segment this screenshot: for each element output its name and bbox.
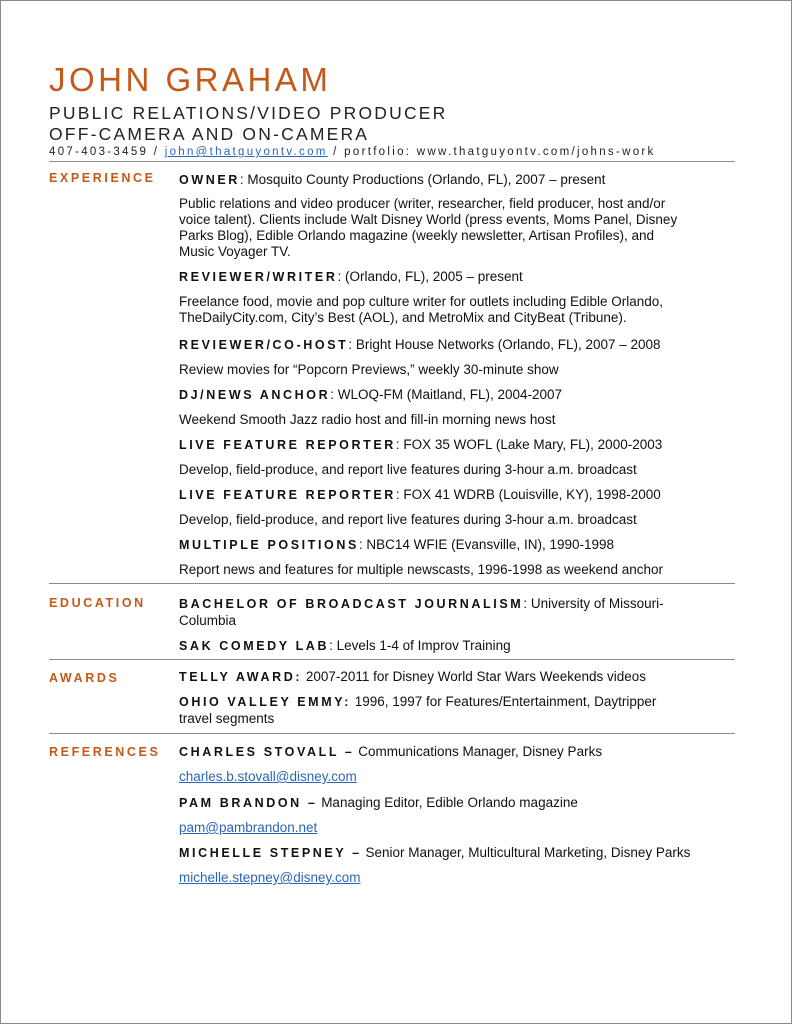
education-entry bbox=[179, 595, 664, 629]
description-line: Freelance food, movie and pop culture writer for outlets including Edible Orlando, bbox=[179, 294, 664, 309]
phone-number: 407-403-3459 bbox=[49, 146, 149, 158]
entry-description bbox=[179, 412, 555, 428]
entry-role: LIVE FEATURE REPORTER bbox=[179, 488, 396, 502]
entry-header bbox=[179, 336, 661, 354]
entry-role: TELLY AWARD: bbox=[179, 670, 303, 684]
entry-header bbox=[179, 486, 661, 504]
entry-detail: : (Orlando, FL), 2005 – present bbox=[337, 269, 523, 284]
entry-role: LIVE FEATURE REPORTER bbox=[179, 438, 396, 452]
entry-detail: Senior Manager, Multicultural Marketing, Disney Parks bbox=[361, 845, 691, 860]
entry-detail: Communications Manager, Disney Parks bbox=[354, 744, 603, 759]
entry-role: MULTIPLE POSITIONS bbox=[179, 538, 359, 552]
candidate-name: JOHN GRAHAM bbox=[49, 61, 332, 98]
description-line: Report news and features for multiple newscasts, 1996-1998 as weekend anchor bbox=[179, 562, 664, 577]
entry-detail: : FOX 41 WDRB (Louisville, KY), 1998-2000 bbox=[395, 487, 661, 502]
contact-separator: / bbox=[148, 146, 165, 158]
description-line: voice talent). Clients include Walt Disney World (press events, Moms Panel, Disney bbox=[179, 212, 678, 227]
references-heading: REFERENCES bbox=[49, 745, 161, 759]
education-section bbox=[49, 583, 735, 653]
email-link[interactable]: john@thatguyontv.com bbox=[164, 146, 328, 158]
experience-entry bbox=[179, 536, 614, 554]
entry-header bbox=[179, 171, 605, 189]
award-entry bbox=[179, 693, 656, 727]
entry-header bbox=[179, 668, 646, 686]
entry-role: PAM BRANDON – bbox=[179, 796, 318, 810]
awards-section bbox=[49, 659, 735, 726]
entry-detail: Managing Editor, Edible Orlando magazine bbox=[317, 795, 578, 810]
entry-header bbox=[179, 536, 614, 554]
award-entry bbox=[179, 668, 646, 686]
entry-role: REVIEWER/WRITER bbox=[179, 270, 338, 284]
description-line: Weekend Smooth Jazz radio host and fill-in morning news host bbox=[179, 412, 556, 427]
reference-entry bbox=[179, 794, 578, 812]
education-entry bbox=[179, 637, 511, 655]
entry-header bbox=[179, 436, 662, 454]
references-section bbox=[49, 733, 735, 885]
reference-entry bbox=[179, 844, 690, 862]
reference-entry bbox=[179, 743, 602, 761]
description-line: Review movies for “Popcorn Previews,” weekly 30-minute show bbox=[179, 362, 559, 377]
entry-header bbox=[179, 386, 562, 404]
entry-header bbox=[179, 693, 656, 711]
portfolio-url: portfolio: www.thatguyontv.com/johns-work bbox=[344, 146, 656, 158]
experience-entry bbox=[179, 436, 662, 454]
reference-email-link[interactable]: michelle.stepney@disney.com bbox=[179, 870, 361, 885]
entry-header bbox=[179, 743, 602, 761]
entry-detail-continued: travel segments bbox=[179, 711, 275, 726]
job-subtitle: OFF-CAMERA AND ON-CAMERA bbox=[49, 124, 370, 144]
entry-detail: : FOX 35 WOFL (Lake Mary, FL), 2000-2003 bbox=[395, 437, 663, 452]
entry-role: REVIEWER/CO-HOST bbox=[179, 338, 349, 352]
entry-description bbox=[179, 294, 663, 326]
entry-header bbox=[179, 844, 690, 862]
experience-entry bbox=[179, 336, 661, 354]
entry-detail: : Mosquito County Productions (Orlando, FL), 2007 – present bbox=[239, 172, 606, 187]
entry-role: BACHELOR OF BROADCAST JOURNALISM bbox=[179, 597, 524, 611]
education-heading: EDUCATION bbox=[49, 596, 146, 610]
entry-description bbox=[179, 512, 637, 528]
contact-separator: / bbox=[327, 146, 345, 158]
experience-heading: EXPERIENCE bbox=[49, 171, 156, 185]
contact-line bbox=[49, 145, 735, 162]
entry-description bbox=[179, 196, 677, 260]
entry-detail: 2007-2011 for Disney World Star Wars Weekends videos bbox=[302, 669, 647, 684]
description-line: Develop, field-produce, and report live features during 3-hour a.m. broadcast bbox=[179, 462, 637, 477]
entry-header bbox=[179, 595, 664, 613]
job-title: PUBLIC RELATIONS/VIDEO PRODUCER bbox=[49, 103, 448, 123]
description-line: Develop, field-produce, and report live features during 3-hour a.m. broadcast bbox=[179, 512, 637, 527]
description-line: TheDailyCity.com, City’s Best (AOL), and MetroMix and CityBeat (Tribune). bbox=[179, 310, 627, 325]
experience-entry bbox=[179, 268, 523, 286]
entry-header bbox=[179, 637, 511, 655]
reference-email-row bbox=[179, 869, 361, 887]
reference-email-link[interactable]: pam@pambrandon.net bbox=[179, 820, 318, 835]
entry-role: OWNER bbox=[179, 173, 240, 187]
entry-header bbox=[179, 268, 523, 286]
experience-entry bbox=[179, 386, 562, 404]
entry-header bbox=[179, 794, 578, 812]
reference-email-row bbox=[179, 819, 317, 837]
entry-description bbox=[179, 362, 559, 378]
entry-role: SAK COMEDY LAB bbox=[179, 639, 330, 653]
description-line: Public relations and video producer (writer, researcher, field producer, host and/or bbox=[179, 196, 666, 211]
description-line: Music Voyager TV. bbox=[179, 244, 291, 259]
entry-detail-continued: Columbia bbox=[179, 613, 237, 628]
entry-description bbox=[179, 562, 663, 578]
entry-detail: : Bright House Networks (Orlando, FL), 2007 – 2008 bbox=[348, 337, 661, 352]
entry-role: MICHELLE STEPNEY – bbox=[179, 846, 362, 860]
entry-role: CHARLES STOVALL – bbox=[179, 745, 355, 759]
entry-detail: : WLOQ-FM (Maitland, FL), 2004-2007 bbox=[330, 387, 563, 402]
description-line: Parks Blog), Edible Orlando magazine (weekly newsletter, Artisan Profiles), and bbox=[179, 228, 654, 243]
entry-detail: : Levels 1-4 of Improv Training bbox=[329, 638, 511, 653]
entry-description bbox=[179, 462, 637, 478]
resume-header bbox=[49, 61, 735, 162]
experience-entry bbox=[179, 171, 605, 189]
reference-email-link[interactable]: charles.b.stovall@disney.com bbox=[179, 769, 357, 784]
entry-role: DJ/NEWS ANCHOR bbox=[179, 388, 331, 402]
awards-heading: AWARDS bbox=[49, 671, 120, 685]
reference-email-row bbox=[179, 768, 357, 786]
entry-detail: 1996, 1997 for Features/Entertainment, Daytripper bbox=[350, 694, 657, 709]
entry-role: OHIO VALLEY EMMY: bbox=[179, 695, 351, 709]
entry-detail: : NBC14 WFIE (Evansville, IN), 1990-1998 bbox=[358, 537, 615, 552]
entry-detail: : University of Missouri- bbox=[523, 596, 664, 611]
experience-entry bbox=[179, 486, 661, 504]
